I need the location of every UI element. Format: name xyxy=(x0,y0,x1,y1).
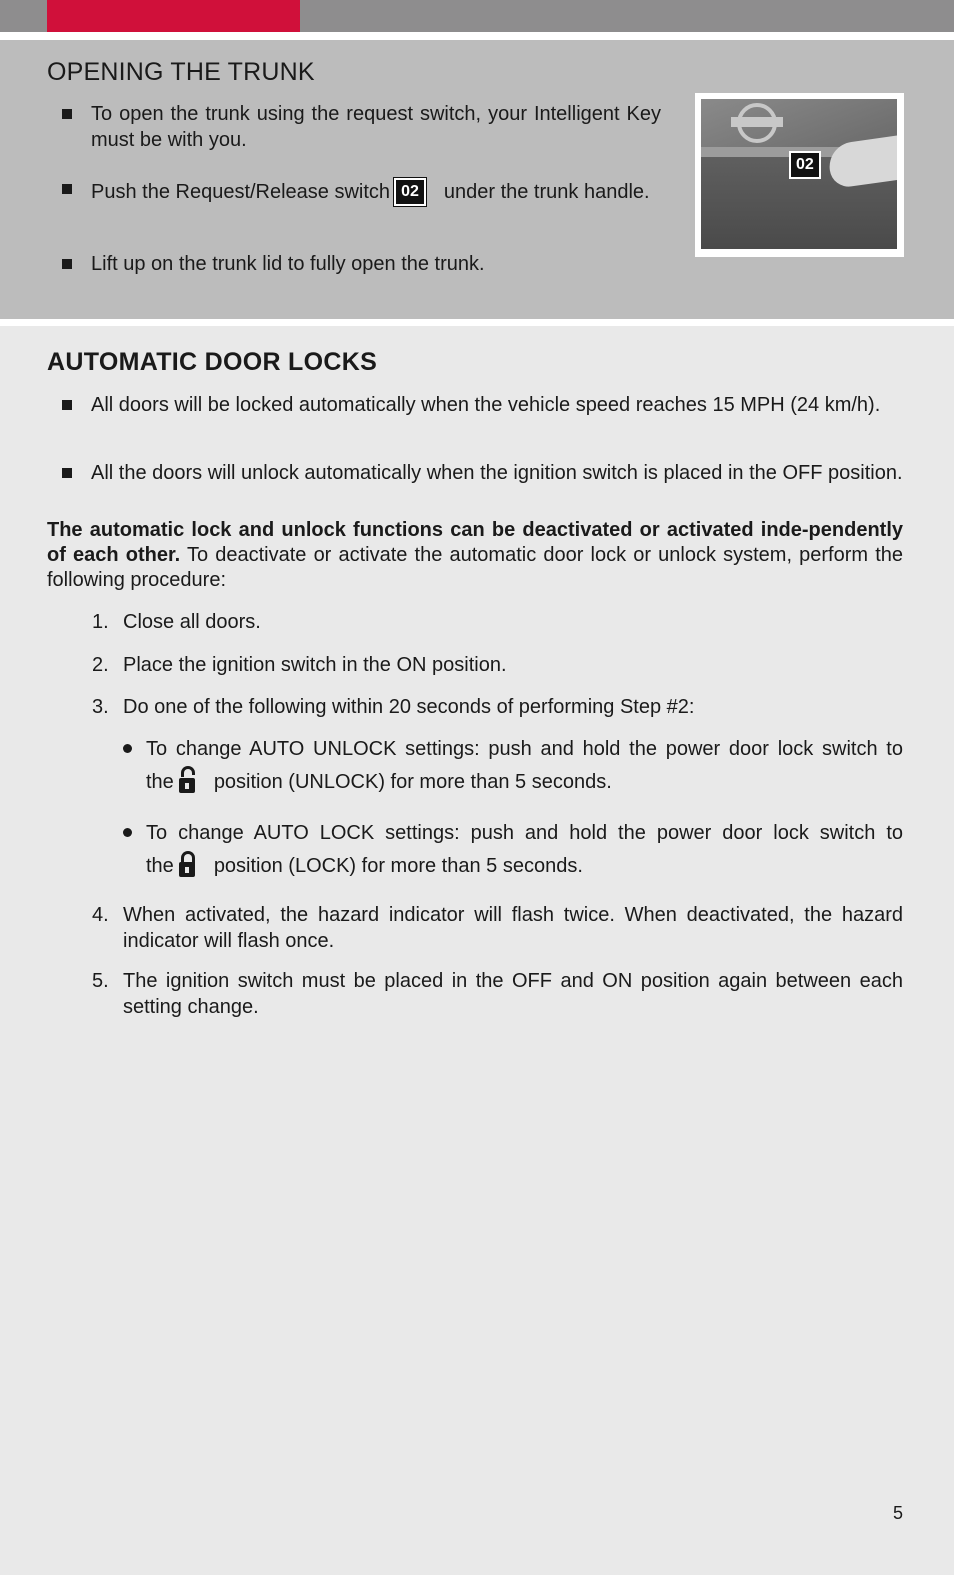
section-heading-door-locks: AUTOMATIC DOOR LOCKS xyxy=(47,348,378,376)
trunk-bullet-2-post: under the trunk handle. xyxy=(443,181,650,203)
square-bullet-icon xyxy=(62,109,72,119)
photo-callout-02-badge: 02 xyxy=(789,151,821,179)
trunk-bullet-3: Lift up on the trunk lid to fully open the trunk. xyxy=(91,253,485,275)
step-4-number: 4. xyxy=(92,904,109,926)
sub-step-lock-text: position (LOCK) for more than 5 seconds. xyxy=(213,855,583,877)
step-3-text: Do one of the following within 20 seconds of performing Step #2: xyxy=(123,696,695,718)
sub-step-lock-the: the xyxy=(146,855,174,877)
step-4-text: When activated, the hazard indicator will flash twice. When deactivated, the hazard indicator will flash once. xyxy=(123,904,903,952)
trunk-photo xyxy=(695,93,904,257)
sub-step-unlock-text: position (UNLOCK) for more than 5 seconds. xyxy=(213,771,612,793)
hand-image xyxy=(826,133,897,189)
square-bullet-icon xyxy=(62,259,72,269)
locks-procedure-rest: To deactivate or activate the automatic door lock or unlock system, perform the following procedure: xyxy=(47,544,904,591)
step-1-text: Close all doors. xyxy=(123,611,261,633)
divider xyxy=(0,32,954,40)
trunk-image xyxy=(701,99,897,249)
round-bullet-icon xyxy=(123,828,132,837)
locks-bullet-2: All the doors will unlock automatically when the ignition switch is placed in the OFF position. xyxy=(91,462,903,484)
unlock-icon xyxy=(178,766,196,794)
locks-procedure-bold: The automatic lock and unlock functions can be deactivated or activated inde-pendently of each other. xyxy=(47,519,903,566)
callout-02-badge: 02 xyxy=(394,178,426,206)
square-bullet-icon xyxy=(62,184,72,194)
step-3-number: 3. xyxy=(92,696,109,718)
sub-step-lock-line2 xyxy=(146,850,583,879)
trunk-bullet-1: To open the trunk using the request switch, your Intelligent Key must be with you. xyxy=(91,103,661,151)
sub-step-unlock-line1: To change AUTO UNLOCK settings: push and hold the power door lock switch to xyxy=(146,738,903,760)
square-bullet-icon xyxy=(62,400,72,410)
top-bar-accent xyxy=(47,0,300,32)
locks-procedure-intro xyxy=(47,518,903,593)
step-2-number: 2. xyxy=(92,654,109,676)
locks-bullet-1: All doors will be locked automatically when the vehicle speed reaches 15 MPH (24 km/h). xyxy=(91,394,881,416)
step-1-number: 1. xyxy=(92,611,109,633)
step-5-number: 5. xyxy=(92,970,109,992)
lock-icon xyxy=(178,850,196,878)
step-2-text: Place the ignition switch in the ON position. xyxy=(123,654,507,676)
square-bullet-icon xyxy=(62,468,72,478)
trunk-bullet-2-pre: Push the Request/Release switch xyxy=(91,181,391,203)
section-heading-trunk: OPENING THE TRUNK xyxy=(47,58,315,86)
sub-step-lock-line1: To change AUTO LOCK settings: push and hold the power door lock switch to xyxy=(146,822,903,844)
trunk-bullet-2 xyxy=(91,174,661,210)
sub-step-unlock-the: the xyxy=(146,771,174,793)
page-number: 5 xyxy=(893,1503,904,1523)
divider xyxy=(0,319,954,326)
round-bullet-icon xyxy=(123,744,132,753)
sub-step-unlock-line2 xyxy=(146,766,612,795)
step-5-text: The ignition switch must be placed in the OFF and ON position again between each setting change. xyxy=(123,970,903,1018)
